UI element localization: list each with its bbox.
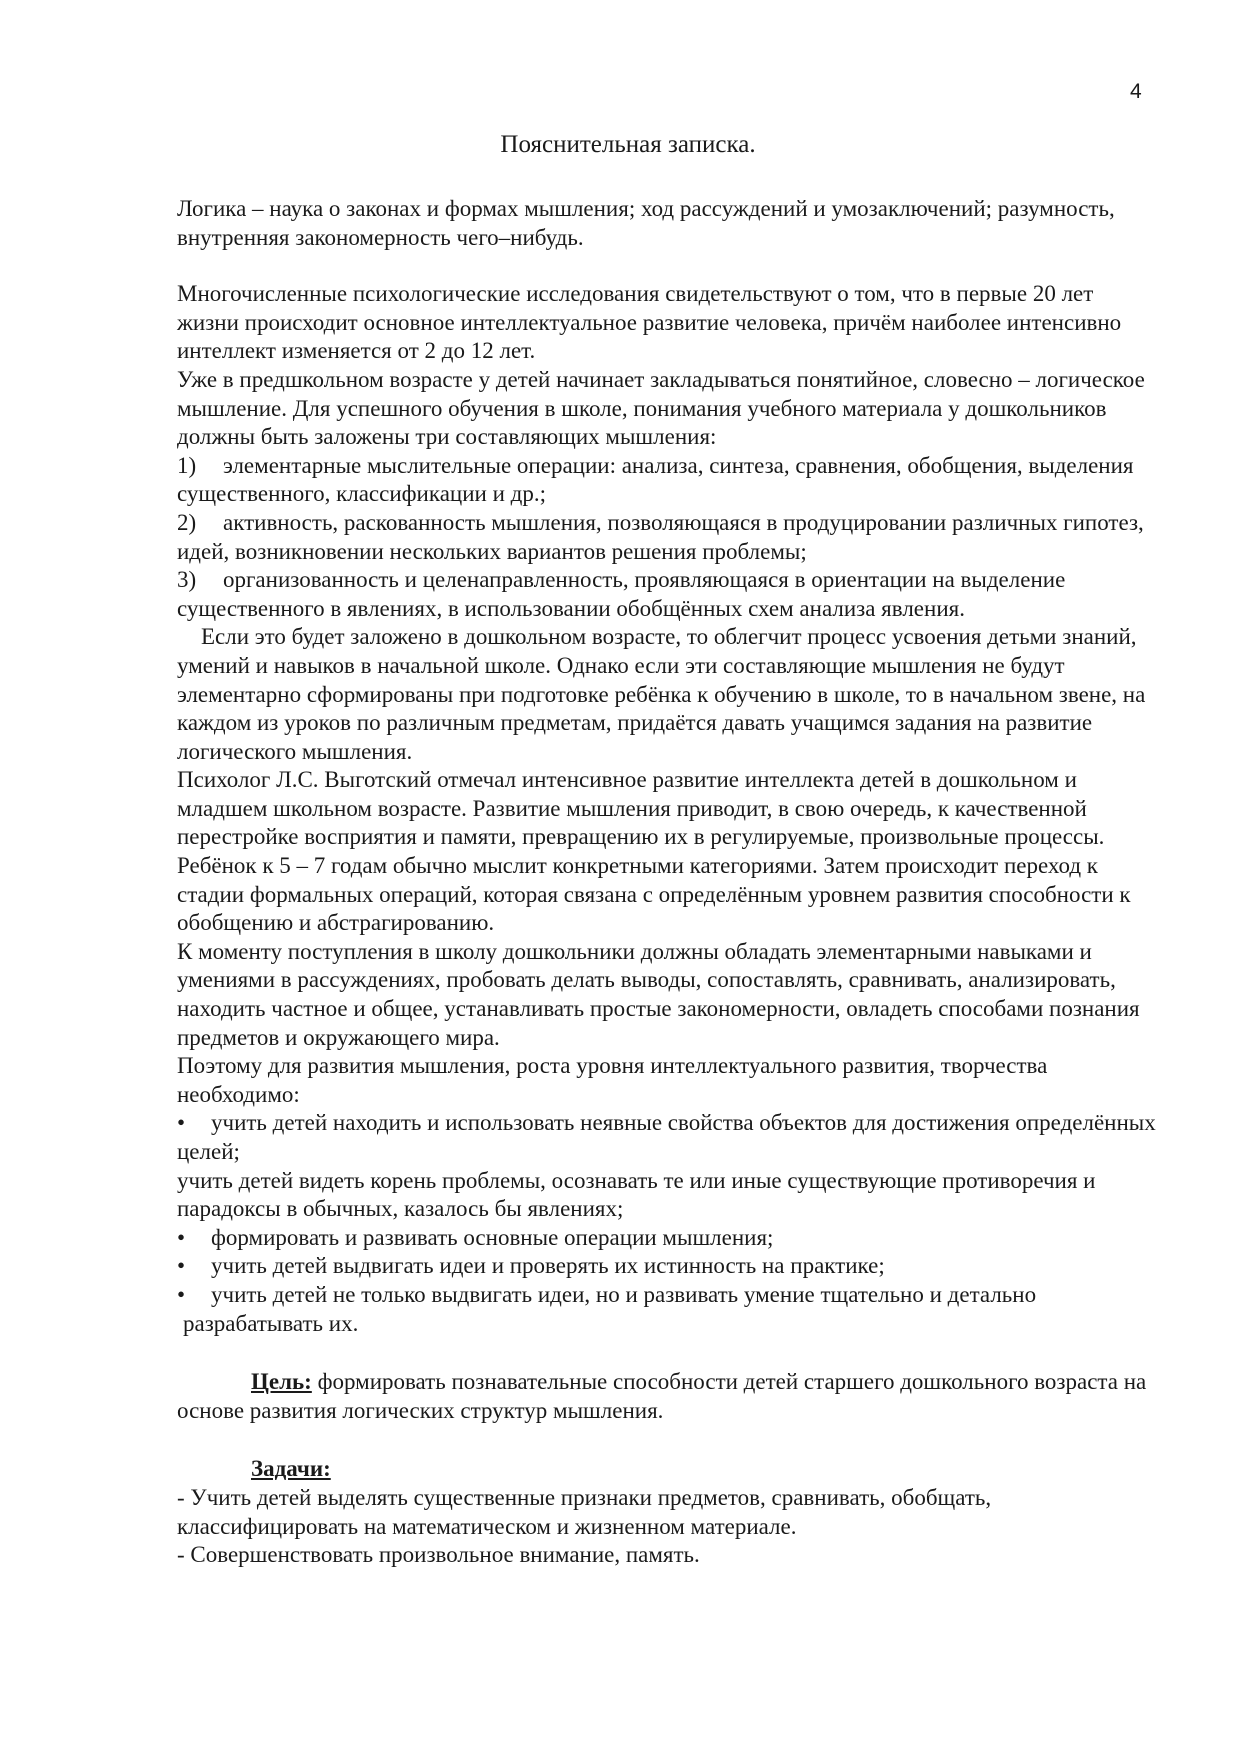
component-item: [177, 452, 1157, 509]
list-item: [177, 1224, 1157, 1253]
component-number: 2): [177, 509, 197, 535]
bullet-icon: •: [177, 1281, 186, 1307]
tasks-heading: [177, 1455, 1157, 1484]
component-number: 1): [177, 452, 197, 478]
necessity-paragraph: Поэтому для развития мышления, роста уровня интеллектуального развития, творчества необходимо:: [177, 1053, 1048, 1107]
readiness-paragraph: К моменту поступления в школу дошкольники должны обладать элементарными навыками и умениями в рассуждениях, пробовать делать выводы, сопоставлять, сравнивать, анализировать, находить частное и общее, устанавливать простые закономерности, овладеть способами познания предметов и окружающего мира.: [177, 938, 1140, 1050]
age-paragraph: Ребёнок к 5 – 7 годам обычно мыслит конкретными категориями. Затем происходит переход к стадии формальных операций, которая связана с определённым уровнем развития способности к обобщению и абстрагированию.: [177, 853, 1131, 936]
list-item-plain: учить детей видеть корень проблемы, осознавать те или иные существующие противоречия и парадоксы в обычных, казалось бы явлениях;: [177, 1167, 1096, 1222]
list-item-continuation: разрабатывать их.: [183, 1310, 359, 1336]
tasks-label: Задачи:: [251, 1456, 331, 1482]
list-item-text: учить детей не только выдвигать идеи, но и развивать умение тщательно и детально: [211, 1281, 1037, 1307]
component-item: [177, 566, 1157, 623]
list-item-text: формировать и развивать основные операции мышления;: [211, 1224, 774, 1250]
research-paragraph: Многочисленные психологические исследования свидетельствуют о том, что в первые 20 лет жизни происходит основное интеллектуальное развитие человека, причём наиболее интенсивно интеллект изменяется от 2 до 12 лет.: [177, 281, 1122, 364]
task-item: - Учить детей выделять существенные признаки предметов, сравнивать, обобщать, классифицировать на математическом и жизненном материале.: [177, 1484, 992, 1539]
page-title: Пояснительная записка.: [500, 131, 756, 158]
component-item: [177, 509, 1157, 566]
goal-spacer: [177, 1369, 251, 1394]
preschool-paragraph: Уже в предшкольном возрасте у детей начинает закладываться понятийное, словесно – логическое мышление. Для успешного обучения в школе, понимания учебного материала у дошкольников должны быть заложены три составляющих мышления:: [177, 366, 1145, 450]
goal-label: Цель:: [251, 1369, 312, 1395]
foundation-paragraph: Если это будет заложено в дошкольном возрасте, то облегчит процесс усвоения детьми знаний, умений и навыков в начальной школе. Однако если эти составляющие мышления не будут элементарно сформированы при подготовке ребёнка к обучению в школе, то в начальном звене, на каждом из уроков по различным предметам, придаётся давать учащимся задания на развитие логического мышления.: [177, 624, 1146, 764]
logic-definition: Логика – наука о законах и формах мышления; ход рассуждений и умозаключений; разумность, внутренняя закономерность чего–нибудь.: [177, 196, 1115, 250]
task-item: - Совершенствовать произвольное внимание, память.: [177, 1542, 700, 1568]
bullet-icon: •: [177, 1224, 186, 1250]
list-item: [177, 1109, 1157, 1166]
component-number: 3): [177, 567, 197, 593]
page-number: 4: [1130, 80, 1142, 103]
goal-paragraph: [177, 1368, 1157, 1425]
list-item: [177, 1252, 1157, 1281]
component-text: элементарные мыслительные операции: анализа, синтеза, сравнения, обобщения, выделения существенного, классификации и др.;: [177, 452, 1134, 507]
vygotsky-paragraph: Психолог Л.С. Выготский отмечал интенсивное развитие интеллекта детей в дошкольном и младшем школьном возрасте. Развитие мышления приводит, в свою очередь, к качественной перестройке восприятия и памяти, превращению их в регулируемые, произвольные процессы.: [177, 767, 1105, 850]
list-item-text: учить детей выдвигать идеи и проверять их истинность на практике;: [211, 1253, 885, 1279]
list-item: [177, 1281, 1157, 1310]
bullet-icon: •: [177, 1253, 186, 1279]
document-body: [177, 195, 1157, 1570]
goal-text: формировать познавательные способности детей старшего дошкольного возраста на основе развития логических структур мышления.: [177, 1369, 1147, 1423]
bullet-icon: •: [177, 1110, 186, 1136]
component-text: активность, раскованность мышления, позволяющаяся в продуцировании различных гипотез, идей, возникновении нескольких вариантов решения проблемы;: [177, 509, 1144, 564]
list-item-text: учить детей находить и использовать неявные свойства объектов для достижения определённых целей;: [177, 1110, 1156, 1164]
component-text: организованность и целенаправленность, проявляющаяся в ориентации на выделение существенного в явлениях, в использовании обобщённых схем анализа явления.: [177, 567, 1066, 621]
